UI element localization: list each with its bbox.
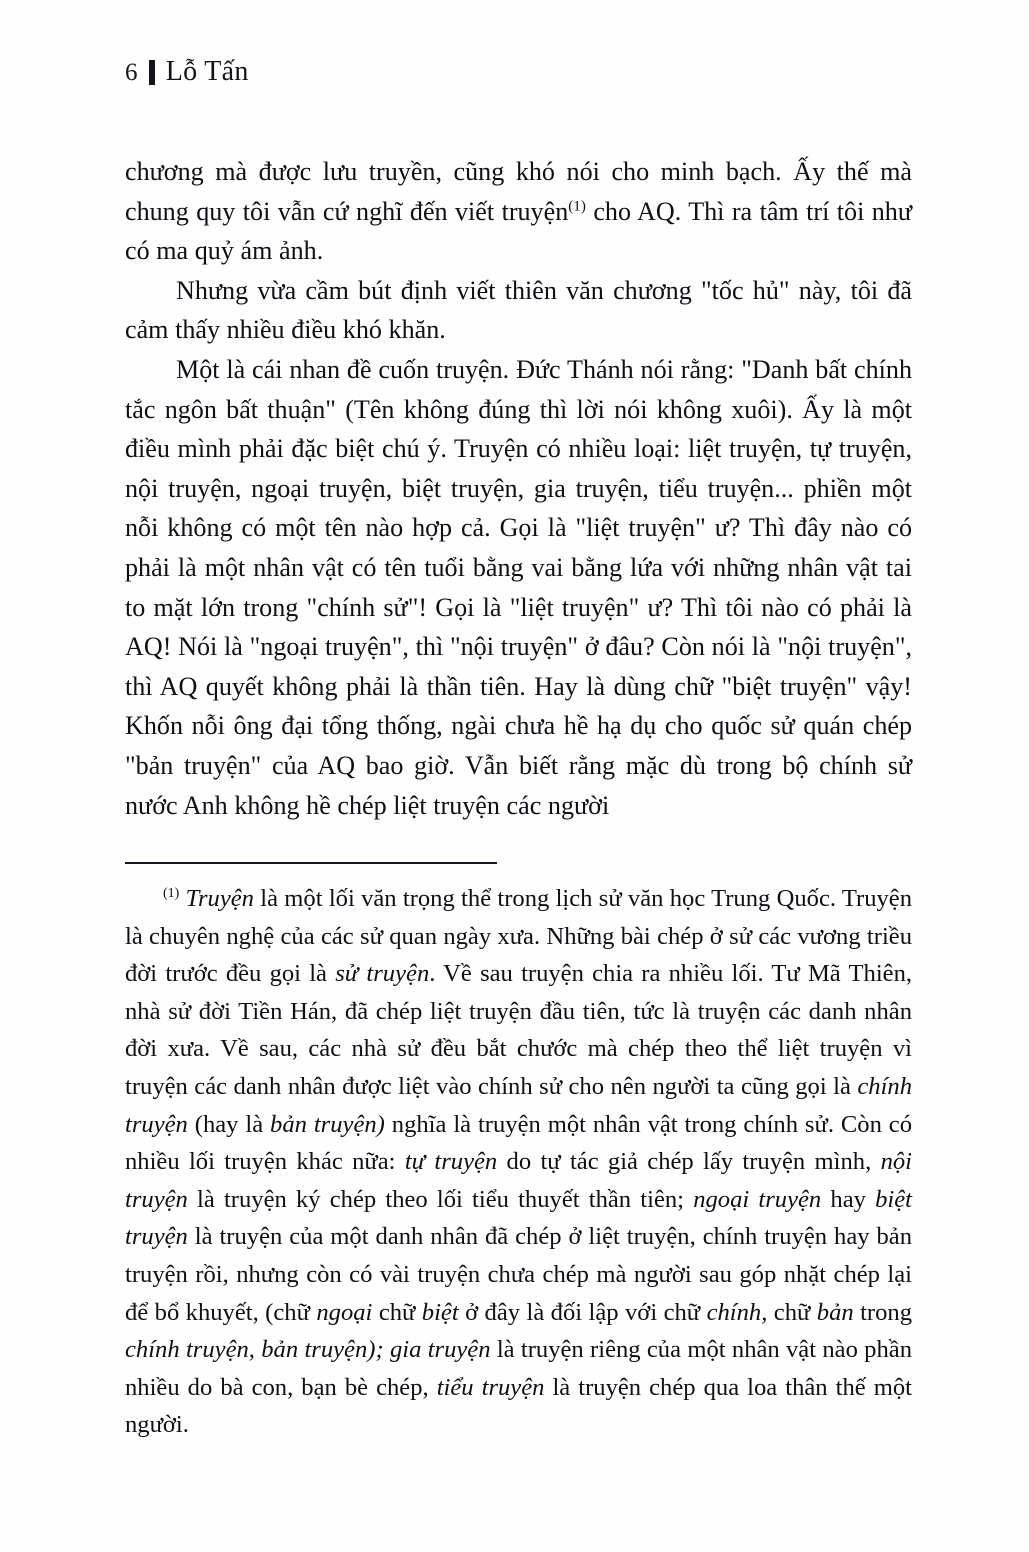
italic-term: chính truyện, bản truyện); gia truyện (125, 1336, 491, 1364)
text-run: là truyện riêng của một nhân vật nào phần nhiều do bà con, bạn bè chép, (125, 1336, 912, 1401)
body-paragraph (125, 350, 912, 825)
text-run: Một là cái nhan đề cuốn truyện. Đức Thánh nói rằng: "Danh bất chính tắc ngôn bất thuận" (Tên không đúng thì lời nói không xuôi). Ấy là một điều mình phải đặc biệt chú ý. Truyện có nhiều loại: liệt truyện, tự truyện, nội truyện, ngoại truyện, biệt truyện, gia truyện, tiểu truyện... phiền một nỗi không có một tên nào hợp cả. Gọi là "liệt truyện" ư? Thì đây nào có phải là một nhân vật có tên tuổi bằng vai bằng lứa với những nhân vật tai to mặt lớn trong "chính sử"! Gọi là "liệt truyện" ư? Thì tôi nào có phải là AQ! Nói là "ngoại truyện", thì "nội truyện" ở đâu? Còn nói là "nội truyện", thì AQ quyết không phải là thần tiên. Hay là dùng chữ "biệt truyện" vậy! Khốn nỗi ông đại tổng thống, ngài chưa hề hạ dụ cho quốc sử quán chép "bản truyện" của AQ bao giờ. Vẫn biết rằng mặc dù trong bộ chính sử nước Anh không hề chép liệt truyện các người (125, 354, 912, 820)
text-run: là một lối văn trọng thể trong lịch sử văn học Trung Quốc. Truyện là chuyên nghệ của các sử quan ngày xưa. Những bài chép ở sử các vương triều đời trước đều gọi là (125, 885, 913, 988)
text-run: trong (853, 1298, 913, 1326)
italic-term: chính truyện (125, 1072, 912, 1138)
text-run: Nhưng vừa cầm bút định viết thiên văn chương "tốc hủ" này, tôi đã cảm thấy nhiều điều khó khăn. (125, 275, 912, 345)
italic-term: ngoại (316, 1298, 373, 1326)
italic-term: biệt (421, 1298, 459, 1326)
text-run: cho AQ. Thì ra tâm trí tôi như có ma quỷ ám ảnh. (125, 196, 912, 266)
text-run: là truyện của một danh nhân đã chép ở liệt truyện, chính truyện hay bản truyện rồi, nhưng còn có vài truyện chưa chép mà người sau góp nhặt chép lại để bổ khuyết, (chữ (125, 1223, 912, 1326)
body-text (125, 152, 912, 825)
italic-term: bản (816, 1298, 854, 1326)
italic-term: bản truyện) (270, 1110, 385, 1138)
body-paragraph (125, 271, 912, 350)
text-run: nghĩa là truyện một nhân vật trong chính sử. Còn có nhiều lối truyện khác nữa: (125, 1110, 912, 1176)
footnote-block (125, 862, 912, 1444)
italic-term: sử truyện (335, 960, 430, 988)
footnote-reference-marker: (1) (568, 198, 586, 215)
footnote-marker: (1) (163, 885, 180, 901)
text-run: do tự tác giả chép lấy truyện mình, (497, 1148, 881, 1176)
text-run: là truyện ký chép theo lối tiểu thuyết thần tiên; (187, 1185, 694, 1213)
italic-term: Truyện (185, 885, 254, 912)
text-run: (hay là (187, 1110, 271, 1138)
head-rule-divider (149, 60, 155, 85)
page-number: 6 (125, 58, 138, 86)
text-run: ở đây là đối lập với chữ (458, 1298, 707, 1326)
running-head (125, 52, 249, 92)
italic-term: ngoại truyện (693, 1185, 822, 1213)
footnote-separator-rule (125, 862, 497, 864)
italic-term: tự truyện (404, 1148, 498, 1176)
text-run: hay (821, 1185, 876, 1213)
footnote-text (125, 880, 912, 1444)
body-paragraph (125, 152, 912, 271)
running-title: Lỗ Tấn (165, 56, 249, 87)
italic-term: chính, (706, 1298, 768, 1326)
text-run: là truyện chép qua loa thân thế một người. (125, 1373, 912, 1439)
text-run: chữ (372, 1298, 422, 1326)
italic-term: biệt truyện (125, 1185, 913, 1251)
text-run: chữ (767, 1298, 817, 1326)
italic-term: tiểu truyện (436, 1373, 545, 1401)
italic-term: nội truyện (125, 1148, 912, 1213)
text-run: chương mà được lưu truyền, cũng khó nói cho minh bạch. Ấy thế mà chung quy tôi vẫn cứ nghĩ đến viết truyện (125, 157, 912, 226)
text-run: . Về sau truyện chia ra nhiều lối. Tư Mã Thiên, nhà sử đời Tiền Hán, đã chép liệt truyện đầu tiên, tức là truyện các danh nhân đời xưa. Về sau, các nhà sử đều bắt chước mà chép theo thể liệt truyện vì truyện các danh nhân được liệt vào chính sử cho nên người ta cũng gọi là (125, 960, 913, 1100)
